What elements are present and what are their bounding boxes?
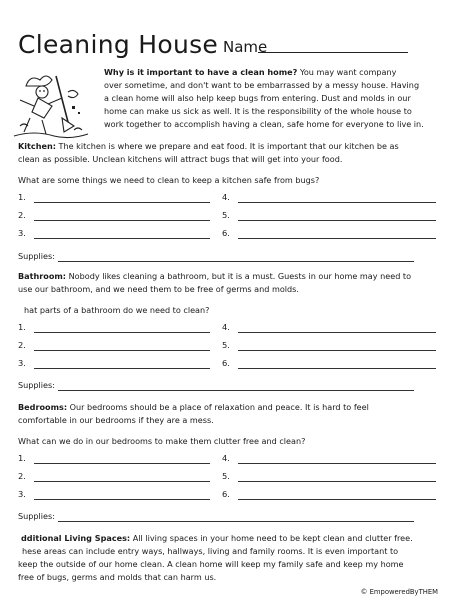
additional-line: free of bugs, germs and molds that can harm us.: [18, 572, 217, 582]
kitchen-line-1: [18, 140, 399, 153]
intro-line: over sometime, and don't want to be embarrassed by a messy house. Having: [104, 80, 420, 90]
kitchen-line: clean as possible. Unclean kitchens will attract bugs that will get into your food.: [18, 154, 343, 164]
kitchen-num-2: 2.: [18, 210, 26, 220]
bedrooms-supplies-label: Supplies:: [18, 511, 55, 521]
page-title: Cleaning House: [18, 30, 219, 59]
kitchen-num-3: 3.: [18, 228, 26, 238]
additional-line-1: [21, 532, 413, 545]
bedrooms-answer-4[interactable]: [238, 463, 436, 464]
intro-line: work together to accomplish having a clean, safe home for everyone to live in.: [104, 119, 424, 129]
additional-heading: dditional Living Spaces:: [21, 533, 131, 543]
bathroom-num-2: 2.: [18, 340, 26, 350]
bathroom-line-1: [18, 270, 411, 283]
bathroom-answer-3[interactable]: [34, 368, 210, 369]
bathroom-num-4: 4.: [222, 322, 230, 332]
bedrooms-line: comfortable in our bedrooms if they are a mess.: [18, 415, 214, 425]
additional-line: keep the outside of our home clean. A clean home will keep my family safe and keep my home: [18, 559, 404, 569]
bedrooms-num-1: 1.: [18, 453, 26, 463]
additional-text: All living spaces in your home need to be kept clean and clutter free.: [132, 533, 413, 543]
kitchen-supplies-label: Supplies:: [18, 251, 55, 261]
bedrooms-answer-5[interactable]: [238, 481, 436, 482]
bedrooms-supplies-field[interactable]: [58, 521, 414, 522]
name-label: Name: [223, 38, 268, 56]
kitchen-num-6: 6.: [222, 228, 230, 238]
bathroom-supplies-label: Supplies:: [18, 380, 55, 390]
kitchen-heading: Kitchen:: [18, 141, 56, 151]
additional-line: hese areas can include entry ways, hallways, living and family rooms. It is even important to: [22, 546, 399, 556]
copyright-footer: © EmpoweredByTHEM: [360, 588, 438, 596]
intro-line: home can make us sick as well. It is the responsibility of the whole house to: [104, 106, 412, 116]
bathroom-text: Nobody likes cleaning a bathroom, but it is a must. Guests in our home may need to: [68, 271, 412, 281]
bedrooms-answer-3[interactable]: [34, 499, 210, 500]
bathroom-answer-1[interactable]: [34, 332, 210, 333]
cleaning-clipart: [12, 66, 90, 140]
kitchen-num-1: 1.: [18, 192, 26, 202]
bathroom-num-1: 1.: [18, 322, 26, 332]
bathroom-line: use our bathroom, and we need them to be free of germs and molds.: [18, 284, 299, 294]
intro-text: You may want company: [299, 67, 397, 77]
bathroom-num-6: 6.: [222, 358, 230, 368]
bedrooms-text: Our bedrooms should be a place of relaxation and peace. It is hard to feel: [69, 402, 369, 412]
kitchen-text: The kitchen is where we prepare and eat food. It is important that our kitchen be as: [58, 141, 399, 151]
kitchen-num-4: 4.: [222, 192, 230, 202]
bathroom-num-5: 5.: [222, 340, 230, 350]
bathroom-answer-4[interactable]: [238, 332, 436, 333]
bedrooms-answer-6[interactable]: [238, 499, 436, 500]
bathroom-num-3: 3.: [18, 358, 26, 368]
kitchen-answer-1[interactable]: [34, 202, 210, 203]
kitchen-answer-2[interactable]: [34, 220, 210, 221]
bedrooms-answer-1[interactable]: [34, 463, 210, 464]
intro-question: Why is it important to have a clean home?: [104, 67, 298, 77]
kitchen-answer-5[interactable]: [238, 220, 436, 221]
bathroom-answer-2[interactable]: [34, 350, 210, 351]
bedrooms-num-4: 4.: [222, 453, 230, 463]
bedrooms-num-3: 3.: [18, 489, 26, 499]
bathroom-heading: Bathroom:: [18, 271, 67, 281]
intro-line: a clean home will also help keep bugs from entering. Dust and molds in our: [104, 93, 411, 103]
kitchen-num-5: 5.: [222, 210, 230, 220]
kitchen-answer-6[interactable]: [238, 238, 436, 239]
intro-line-1: [104, 66, 396, 79]
bedrooms-answer-2[interactable]: [34, 481, 210, 482]
bathroom-answer-6[interactable]: [238, 368, 436, 369]
name-field[interactable]: [258, 52, 408, 53]
bathroom-question: hat parts of a bathroom do we need to clean?: [24, 305, 210, 315]
bedrooms-question: What can we do in our bedrooms to make them clutter free and clean?: [18, 436, 306, 446]
bedrooms-line-1: [18, 401, 369, 414]
bathroom-supplies-field[interactable]: [58, 390, 414, 391]
kitchen-answer-4[interactable]: [238, 202, 436, 203]
bedrooms-num-5: 5.: [222, 471, 230, 481]
bathroom-answer-5[interactable]: [238, 350, 436, 351]
bedrooms-num-6: 6.: [222, 489, 230, 499]
bedrooms-heading: Bedrooms:: [18, 402, 68, 412]
bedrooms-num-2: 2.: [18, 471, 26, 481]
kitchen-supplies-field[interactable]: [58, 261, 414, 262]
kitchen-answer-3[interactable]: [34, 238, 210, 239]
kitchen-question: What are some things we need to clean to keep a kitchen safe from bugs?: [18, 175, 320, 185]
